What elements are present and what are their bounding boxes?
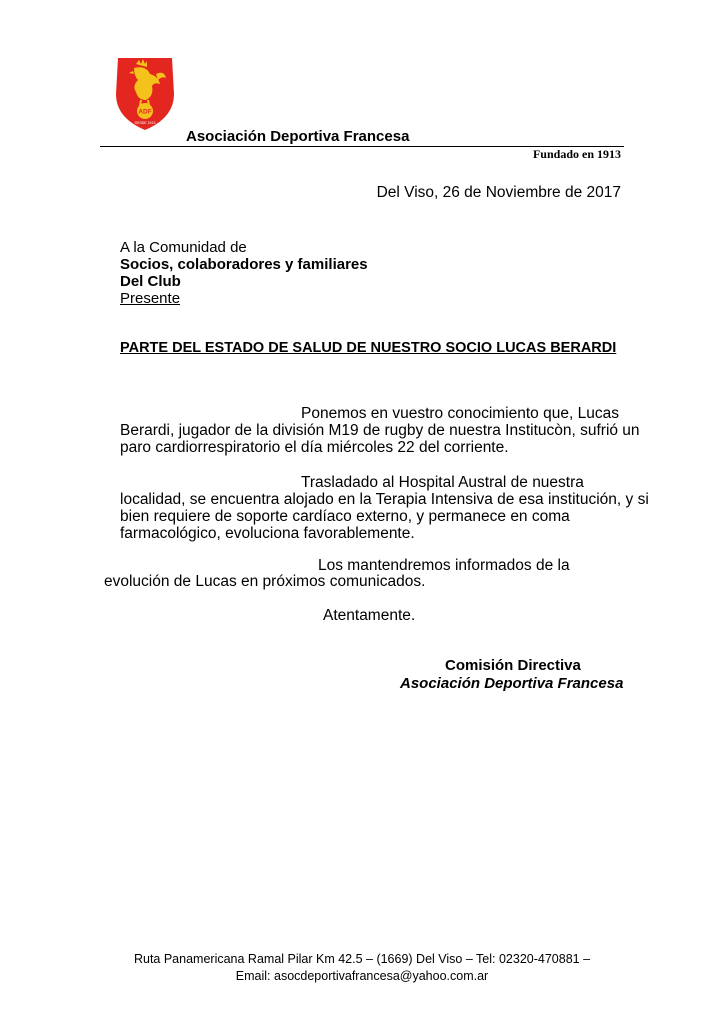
addressee-line-4: Presente xyxy=(120,290,181,307)
footer-email: Email: asocdeportivafrancesa@yahoo.com.ar xyxy=(235,969,489,983)
paragraph-2-line-4: farmacológico, evoluciona favorablemente. xyxy=(120,525,415,542)
paragraph-1-line-2: Berardi, jugador de la división M19 de rugby de nuestra Institucòn, sufrió un xyxy=(120,422,640,439)
org-name-heading: Asociación Deportiva Francesa xyxy=(186,128,410,145)
paragraph-3-line-1: Los mantendremos informados de la xyxy=(318,557,570,574)
footer-address: Ruta Panamericana Ramal Pilar Km 42.5 – (1669) Del Viso – Tel: 02320-470881 – xyxy=(133,952,591,966)
club-crest-logo xyxy=(112,52,178,132)
addressee-line-1: A la Comunidad de xyxy=(120,239,247,256)
founded-note: Fundado en 1913 xyxy=(532,147,621,161)
crest-badge-text: ADF xyxy=(138,108,152,116)
paragraph-1-line-3: paro cardiorrespiratorio el día miércoles 22 del corriente. xyxy=(120,439,509,456)
crest-small-text: DESDE 1913 xyxy=(134,121,156,125)
letter-subject: PARTE DEL ESTADO DE SALUD DE NUESTRO SOCIO LUCAS BERARDI xyxy=(120,340,617,356)
paragraph-2-line-1: Trasladado al Hospital Austral de nuestra xyxy=(301,474,584,491)
paragraph-2-line-3: bien requiere de soporte cardíaco externo, y permanece en coma xyxy=(120,508,570,525)
signature-line-1: Comisión Directiva xyxy=(445,657,581,674)
paragraph-3-line-2: evolución de Lucas en próximos comunicados. xyxy=(104,573,426,590)
addressee-line-2: Socios, colaboradores y familiares xyxy=(120,256,368,273)
addressee-line-3: Del Club xyxy=(120,273,181,290)
paragraph-2-line-2: localidad, se encuentra alojado en la Terapia Intensiva de esa institución, y si xyxy=(120,491,649,508)
closing-salutation: Atentamente. xyxy=(323,607,416,624)
signature-line-2: Asociación Deportiva Francesa xyxy=(400,675,624,692)
letter-date: Del Viso, 26 de Noviembre de 2017 xyxy=(376,184,621,201)
paragraph-1-line-1: Ponemos en vuestro conocimiento que, Lucas xyxy=(301,405,619,422)
